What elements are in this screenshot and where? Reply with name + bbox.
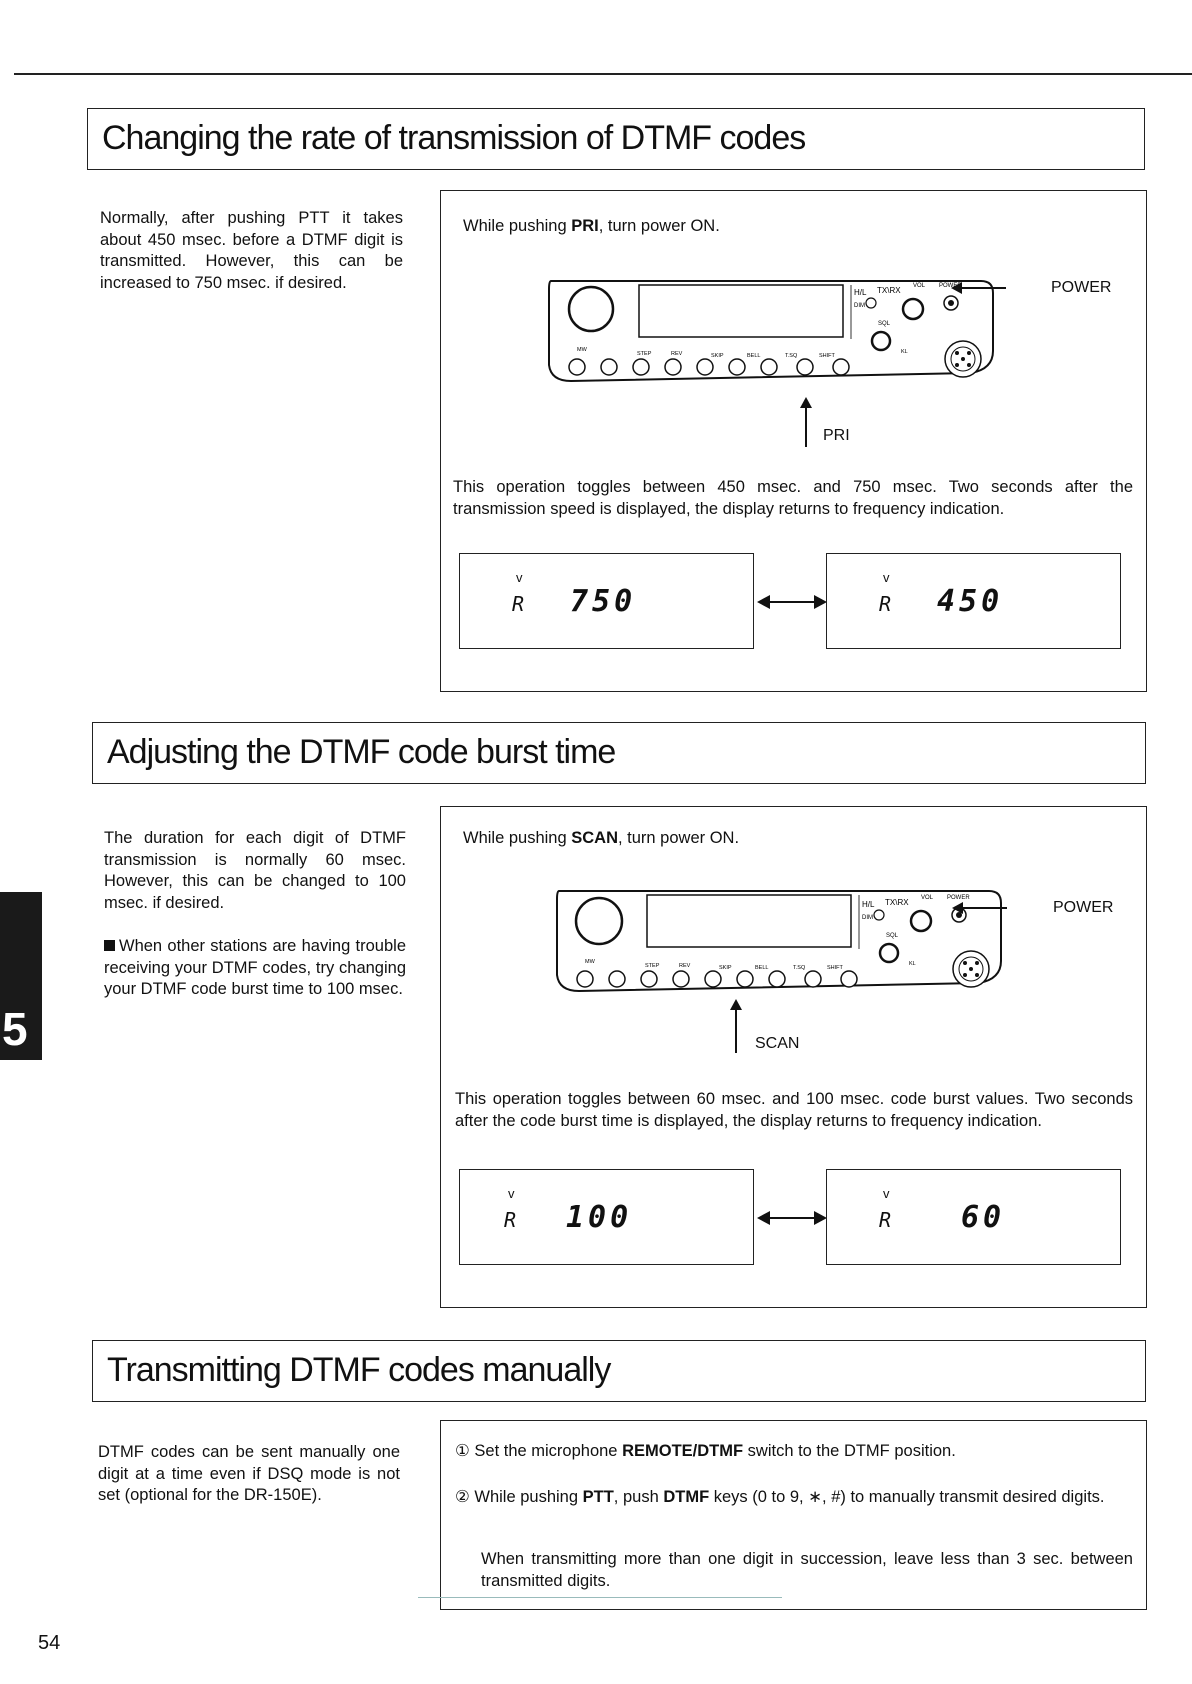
function-buttons: [569, 359, 849, 375]
instruction-panel: [440, 806, 1147, 1308]
svg-text:T.SQ: T.SQ: [793, 965, 806, 971]
svg-text:BELL: BELL: [755, 965, 769, 971]
arrowhead-icon: [800, 397, 812, 408]
svg-text:H/L: H/L: [862, 900, 875, 909]
main-dial-icon: [576, 898, 622, 944]
svg-text:SQL: SQL: [886, 933, 899, 939]
radio-front-panel: [549, 879, 1019, 999]
pri-pointer-arrow: [805, 407, 807, 447]
operation-note: This operation toggles between 60 msec. and 100 msec. code burst values. Two seconds after the code burst time is displayed, the display returns to frequency indication.: [455, 1090, 1133, 1130]
bullet-note: When other stations are having trouble receiving your DTMF codes, try changing your DTMF code burst time to 100 msec.: [104, 937, 406, 998]
scan-pointer-arrow: [735, 1009, 737, 1053]
svg-text:SKIP: SKIP: [711, 353, 724, 359]
label-sql: SQL: [878, 321, 891, 327]
volume-knob-icon: [911, 911, 931, 931]
arrowhead-icon: [951, 282, 962, 294]
page-number: 54: [38, 1632, 61, 1654]
instruction-text: While pushing PRI, turn power ON.: [463, 217, 720, 235]
main-dial-icon: [569, 287, 613, 331]
scan-label: SCAN: [755, 1035, 800, 1052]
section-description: DTMF codes can be sent manually one digit at a time even if DSQ mode is not set (optional for the DR-150E).: [98, 1443, 400, 1504]
volume-knob-icon: [903, 299, 923, 319]
label-hl: H/L: [854, 288, 867, 297]
svg-text:BELL: BELL: [747, 353, 761, 359]
svg-text:STEP: STEP: [637, 351, 652, 357]
squelch-knob-icon: [880, 944, 898, 962]
instruction-panel: [440, 1420, 1147, 1610]
svg-text:KL: KL: [909, 961, 916, 967]
operation-note: This operation toggles between 450 msec. and 750 msec. Two seconds after the transmission speed is displayed, the display returns to frequency indication.: [453, 478, 1133, 518]
section-title: Transmitting DTMF codes manually: [107, 1351, 611, 1389]
svg-text:SHIFT: SHIFT: [827, 965, 843, 971]
label-dim: DIM: [854, 303, 865, 309]
toggle-arrow-icon: [763, 601, 819, 603]
footer-rule: [418, 1597, 782, 1598]
section-title: Changing the rate of transmission of DTMF codes: [102, 119, 806, 157]
section-title: Adjusting the DTMF code burst time: [107, 733, 616, 771]
lcd-window: [639, 285, 843, 337]
lcd-display-60: v R 60: [826, 1169, 1121, 1265]
instruction-panel: [440, 190, 1147, 692]
svg-text:MW: MW: [585, 959, 595, 965]
power-label: POWER: [1053, 899, 1114, 916]
lcd-display-750: v R 750: [459, 553, 754, 649]
chapter-tab: 5: [0, 892, 42, 1060]
arrowhead-icon: [730, 999, 742, 1010]
section-description: Normally, after pushing PTT it takes about 450 msec. before a DTMF digit is transmitted. However, this can be increased to 750 msec. if desired.: [100, 209, 403, 292]
section-title-box: [87, 108, 1145, 170]
svg-text:SHIFT: SHIFT: [819, 353, 835, 359]
svg-text:T.SQ: T.SQ: [785, 353, 798, 359]
step-1: ① Set the microphone REMOTE/DTMF switch to the DTMF position.: [455, 1442, 956, 1460]
lcd-display-100: v R 100: [459, 1169, 754, 1265]
bullet-icon: [104, 940, 115, 951]
svg-text:REV: REV: [679, 963, 691, 969]
section-description: The duration for each digit of DTMF transmission is normally 60 msec. However, this can be changed to 100 msec. if desired.: [104, 829, 406, 912]
svg-text:VOL: VOL: [921, 895, 934, 901]
top-rule: [14, 73, 1192, 75]
squelch-knob-icon: [872, 332, 890, 350]
power-label: POWER: [1051, 279, 1112, 296]
label-power: POWER: [939, 283, 962, 289]
section-title-box: [92, 1340, 1146, 1402]
power-pointer-arrow: [963, 907, 1007, 909]
lcd-window: [647, 895, 851, 947]
arrowhead-icon: [952, 902, 963, 914]
svg-text:TX\RX: TX\RX: [885, 898, 909, 907]
label-vol: VOL: [913, 283, 926, 289]
svg-text:POWER: POWER: [947, 895, 970, 901]
section-title-box: [92, 722, 1146, 784]
pri-label: PRI: [823, 427, 850, 444]
instruction-text: While pushing SCAN, turn power ON.: [463, 829, 740, 847]
label-txrx: TX\RX: [877, 286, 901, 295]
svg-text:MW: MW: [577, 347, 587, 353]
toggle-arrow-icon: [763, 1217, 819, 1219]
lcd-display-450: v R 450: [826, 553, 1121, 649]
svg-text:REV: REV: [671, 351, 683, 357]
step-2-note: When transmitting more than one digit in succession, leave less than 3 sec. between transmitted digits.: [481, 1550, 1133, 1590]
svg-text:DIM: DIM: [862, 915, 873, 921]
svg-text:SKIP: SKIP: [719, 965, 732, 971]
svg-text:STEP: STEP: [645, 963, 660, 969]
radio-front-panel: [541, 269, 1011, 389]
function-buttons: [577, 971, 857, 987]
svg-text:KL: KL: [901, 349, 908, 355]
power-pointer-arrow: [962, 287, 1006, 289]
step-2: ② While pushing PTT, push DTMF keys (0 to 9, ∗, #) to manually transmit desired digits.: [455, 1488, 1105, 1506]
